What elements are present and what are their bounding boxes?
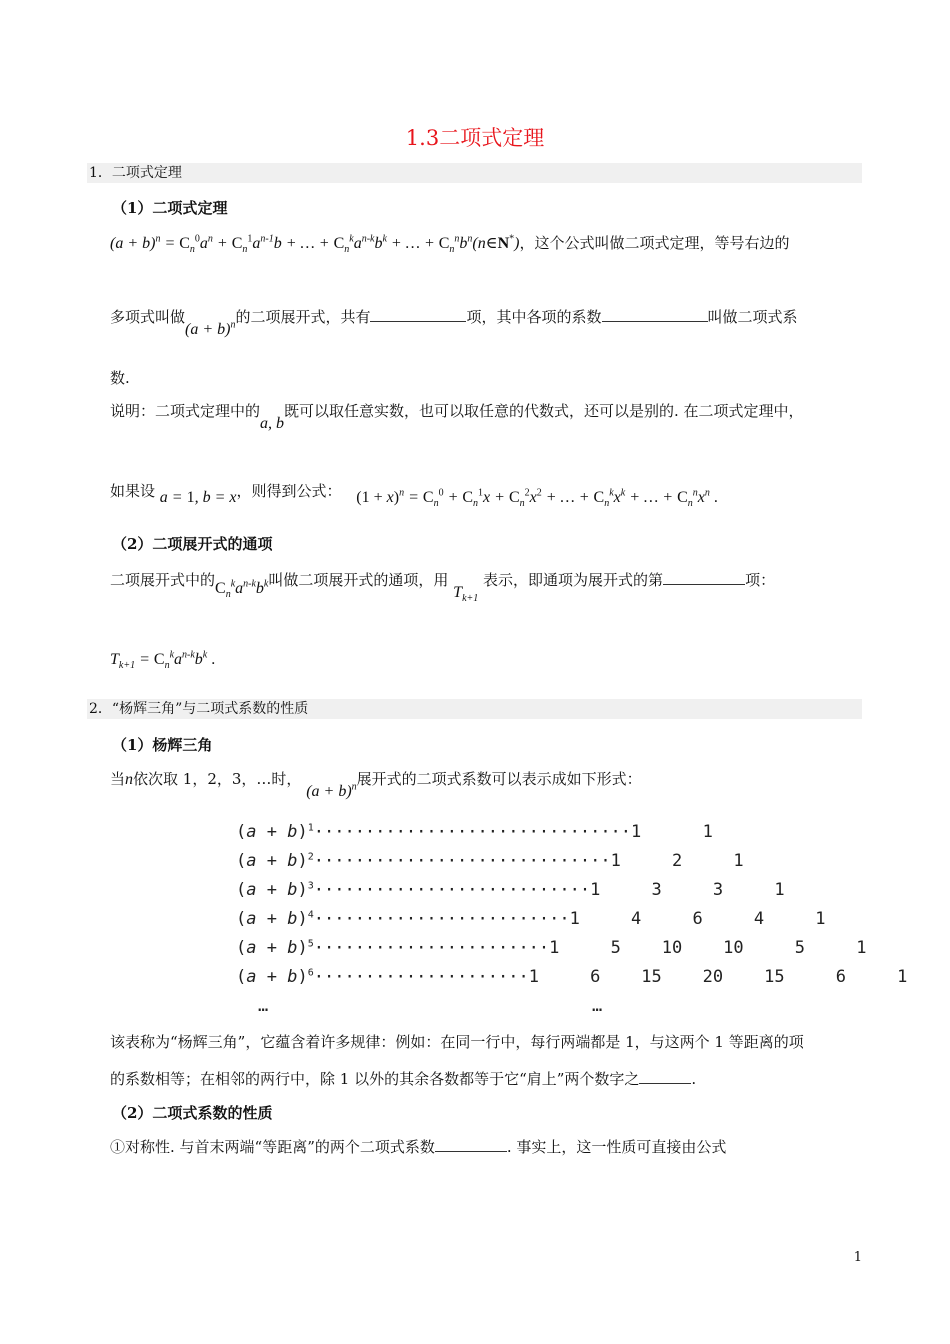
exponent: 2	[307, 851, 314, 863]
note-line	[110, 400, 804, 432]
pascal-row: $(a + b)^3\cdot\cdot\cdot\cdot\cdot\cdot\cdot\cdot\cdot\cdot\cdot\cdot\cdot\cdot\cdot\cdot\cdot\cdot\cdot\cdot\cdot\cdot\cdot\cdot\cdot\cdot\cdot 1$ 3 3 1	[236, 880, 785, 900]
text: ①对称性. 与首末两端“等距离”的两个二项式系数	[110, 1138, 435, 1156]
math-substitution: a = 1, b = x	[159, 489, 237, 506]
row-values: 1 5 10 10 5 1	[549, 938, 867, 958]
pascal-row: $(a + b)^6\cdot\cdot\cdot\cdot\cdot\cdot\cdot\cdot\cdot\cdot\cdot\cdot\cdot\cdot\cdot\cdot\cdot\cdot\cdot\cdot\cdot 1$ 6 15 20 15 6 1	[236, 967, 908, 987]
exponent: 6	[307, 967, 314, 979]
text: 既可以取任意实数，也可以取任意的代数式，还可以是别的. 在二项式定理中，	[284, 402, 804, 420]
row-values: 1 6 15 20 15 6 1	[528, 967, 908, 987]
subheading-properties: （2）二项式系数的性质	[112, 1104, 273, 1122]
exponent: 4	[307, 909, 314, 921]
special-formula: $(1 + x)^n = C_n^0 + C_n^1x + C_n^2x^2$ + … + $C_n^kx^k$ + … + $C_n^nx^n$ .	[356, 487, 718, 510]
row-values: 1 2 1	[610, 851, 744, 871]
page-title: 1.3二项式定理	[405, 126, 545, 150]
binomial-expr: $(a + b)^n$	[185, 319, 236, 338]
text: 项：	[745, 571, 776, 589]
pascal-row: $(a + b)^2\cdot\cdot\cdot\cdot\cdot\cdot\cdot\cdot\cdot\cdot\cdot\cdot\cdot\cdot\cdot\cdot\cdot\cdot\cdot\cdot\cdot\cdot\cdot\cdot\cdot\cdot\cdot\cdot\cdot 1$ 2 1	[236, 851, 744, 871]
text: . 事实上，这一性质可直接由公式	[506, 1138, 727, 1156]
text: ，则得到公式：	[236, 482, 342, 500]
expansion-line	[110, 306, 798, 338]
exponent: 3	[307, 880, 314, 892]
text: 叫做二项展开式的通项，用	[268, 571, 449, 589]
blank-count[interactable]	[370, 307, 466, 322]
row-values: 1 3 3 1	[590, 880, 785, 900]
text: 多项式叫做	[110, 308, 186, 326]
text: 叫做二项式系	[707, 308, 798, 326]
ellipsis: …	[258, 996, 269, 1016]
math-ab: a, b	[260, 415, 285, 432]
property-symmetry	[110, 1136, 726, 1157]
text: 表示，即通项为展开式的第	[483, 571, 664, 589]
exponent: 5	[307, 938, 314, 950]
general-term-line	[110, 569, 776, 605]
text: 说明：二项式定理中的	[110, 402, 261, 420]
row-values: 1 1	[631, 822, 713, 842]
pascal-triangle	[236, 822, 907, 1020]
text: 的二项展开式，共有	[235, 308, 371, 326]
text: 展开式的二项式系数可以表示成如下形式：	[356, 770, 642, 788]
pascal-desc-1: 该表称为“杨辉三角”，它蕴含着许多规律：例如：在同一行中，每行两端都是 1，与这两个 1 等距离的项	[110, 1033, 804, 1051]
page-number: 1	[853, 1250, 862, 1265]
blank-coefficient[interactable]	[602, 307, 708, 322]
text: 的系数相等；在相邻的两行中，除 1 以外的其余各数都等于它“肩上”两个数字之	[110, 1070, 640, 1088]
binomial-formula: $(a + b)^n = C_n^0a^n + C_n^1a^{n-1}b$ + … + $C_n^ka^{n-k}b^k$ + … + $C_n^nb^n(n\in N^*)$	[110, 233, 520, 256]
pascal-row: $(a + b)^1\cdot\cdot\cdot\cdot\cdot\cdot\cdot\cdot\cdot\cdot\cdot\cdot\cdot\cdot\cdot\cdot\cdot\cdot\cdot\cdot\cdot\cdot\cdot\cdot\cdot\cdot\cdot\cdot\cdot\cdot\cdot 1$ 1	[236, 822, 713, 842]
pascal-intro-line	[110, 768, 642, 800]
pascal-row: $(a + b)^4\cdot\cdot\cdot\cdot\cdot\cdot\cdot\cdot\cdot\cdot\cdot\cdot\cdot\cdot\cdot\cdot\cdot\cdot\cdot\cdot\cdot\cdot\cdot\cdot\cdot 1$ 4 6 4 1	[236, 909, 826, 929]
text: 如果设	[110, 482, 156, 500]
line-end: 数.	[110, 369, 130, 387]
subheading-general-term: （2）二项展开式的通项	[112, 535, 273, 553]
blank-symmetry[interactable]	[435, 1137, 507, 1152]
pascal-row: $(a + b)^5\cdot\cdot\cdot\cdot\cdot\cdot\cdot\cdot\cdot\cdot\cdot\cdot\cdot\cdot\cdot\cdot\cdot\cdot\cdot\cdot\cdot\cdot\cdot 1$ 5 10 10 5 1	[236, 938, 867, 958]
binomial-expr: $(a + b)^n$	[306, 781, 357, 800]
note2-line	[110, 480, 718, 510]
general-term-formula	[110, 649, 216, 672]
text: .	[691, 1070, 697, 1088]
row-values: 1 4 6 4 1	[569, 909, 826, 929]
ellipsis: …	[592, 996, 603, 1016]
exponent: 1	[307, 822, 314, 834]
blank-sum[interactable]	[639, 1069, 691, 1084]
text: 项，其中各项的系数	[466, 308, 602, 326]
t-formula: $T_{k+1} = C_n^ka^{n-k}b^k$ .	[110, 649, 216, 672]
theorem-formula-line	[110, 232, 790, 256]
term-expr: $C_n^ka^{n-k}b^k$	[215, 578, 269, 601]
text: 当	[110, 770, 126, 788]
t-k-plus-1: $T_{k+1}$	[453, 584, 479, 605]
pascal-desc-2	[110, 1068, 696, 1089]
formula-tail: ，这个公式叫做二项式定理，等号右边的	[519, 234, 790, 252]
text: 依次取 1，2，3，…时，	[133, 770, 302, 788]
blank-term-index[interactable]	[663, 570, 745, 585]
section-heading-1: 1．二项式定理	[87, 163, 862, 183]
math-n: n	[125, 771, 134, 788]
pascal-ellipsis-row	[236, 996, 907, 1020]
section-heading-2: 2．“杨辉三角”与二项式系数的性质	[87, 699, 862, 719]
subheading-theorem: （1）二项式定理	[112, 199, 228, 217]
text: 二项展开式中的	[110, 571, 216, 589]
subheading-pascal: （1）杨辉三角	[112, 736, 213, 754]
